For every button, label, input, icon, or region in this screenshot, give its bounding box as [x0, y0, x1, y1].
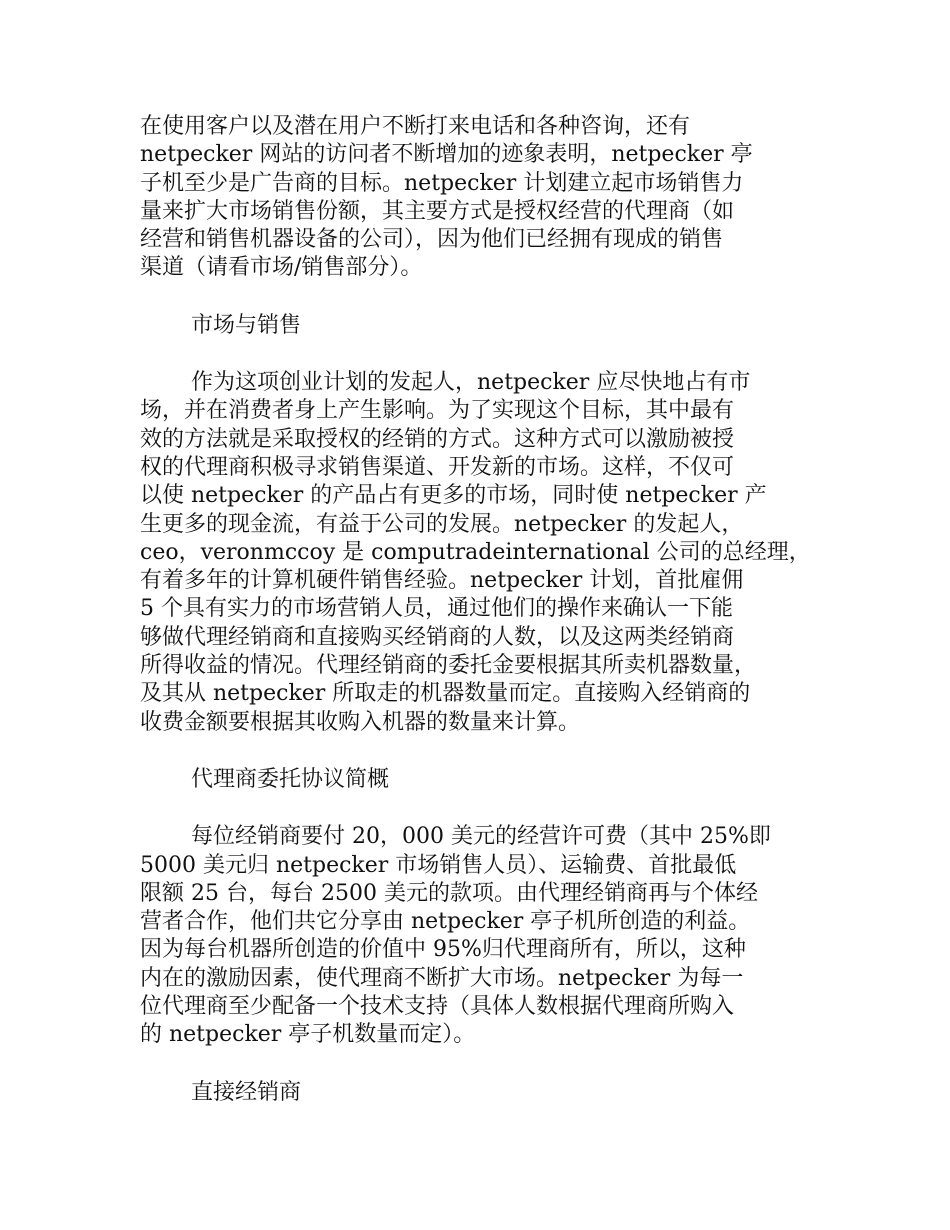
section-heading-market-sales: 市场与销售 — [191, 312, 302, 338]
paragraph-spacer — [140, 794, 825, 823]
paragraph-market-sales: 作为这项创业计划的发起人，netpecker 应尽快地占有市 场，并在消费者身上产生影响。为了实现这个目标，其中最有 效的方法就是采取授权的经销的方式。这种方式可以激励被授 权的代理商积极寻求销售渠道、开发新的市场。这样，不仅可 以使 netpecker 的产品占有更多的市场，同时使 netpecker 产 生更多的现金流，有益于公司的发展。netpecker 的发起人， ceo，veronmccoy 是 computradeinternational 公司的总经理， 有着多年的计算机硬件销售经验。netpecker 计划，首批雇佣 5 个具有实力的市场营销人员，通过他们的操作来确认一下能 够做代理经销商和直接购买经销商的人数，以及这两类经销商 所得收益的情况。代理经销商的委托金要根据其所卖机器数量， 及其从 netpecker 所取走的机器数量而定。直接购入经销商的 收费金额要根据其收购入机器的数量来计算。 — [140, 370, 811, 735]
section-heading-agency-agreement: 代理商委托协议简概 — [191, 766, 390, 792]
section-heading-direct-dealers: 直接经销商 — [191, 1079, 302, 1105]
paragraph-agency-agreement: 每位经销商要付 20，000 美元的经营许可费（其中 25%即 5000 美元归 netpecker 市场销售人员）、运输费、首批最低 限额 25 台，每台 2500 美元的款项。由代理经销商再与个体经 营者合作，他们共它分享由 netpecker 亭子机所创造的利益。 因为每台机器所创造的价值中 95%归代理商所有，所以，这种 内在的激励因素，使代理商不断扩大市场。netpecker 为每一 位代理商至少配备一个技术支持（具体人数根据代理商所购入 的 netpecker 亭子机数量而定）。 — [140, 824, 771, 1048]
paragraph-spacer — [140, 283, 825, 312]
document-page — [140, 113, 825, 1107]
paragraph-intro: 在使用客户以及潜在用户不断打来电话和各种咨询，还有 netpecker 网站的访问者不断增加的迹象表明，netpecker 亭 子机至少是广告商的目标。netpecker 计划建立起市场销售力 量来扩大市场销售份额，其主要方式是授权经营的代理商（如 经营和销售机器设备的公司），因为他们已经拥有现成的销售 渠道（请看市场/销售部分）。 — [140, 114, 753, 281]
paragraph-spacer — [140, 340, 825, 369]
paragraph-spacer — [140, 1050, 825, 1079]
paragraph-spacer — [140, 737, 825, 766]
